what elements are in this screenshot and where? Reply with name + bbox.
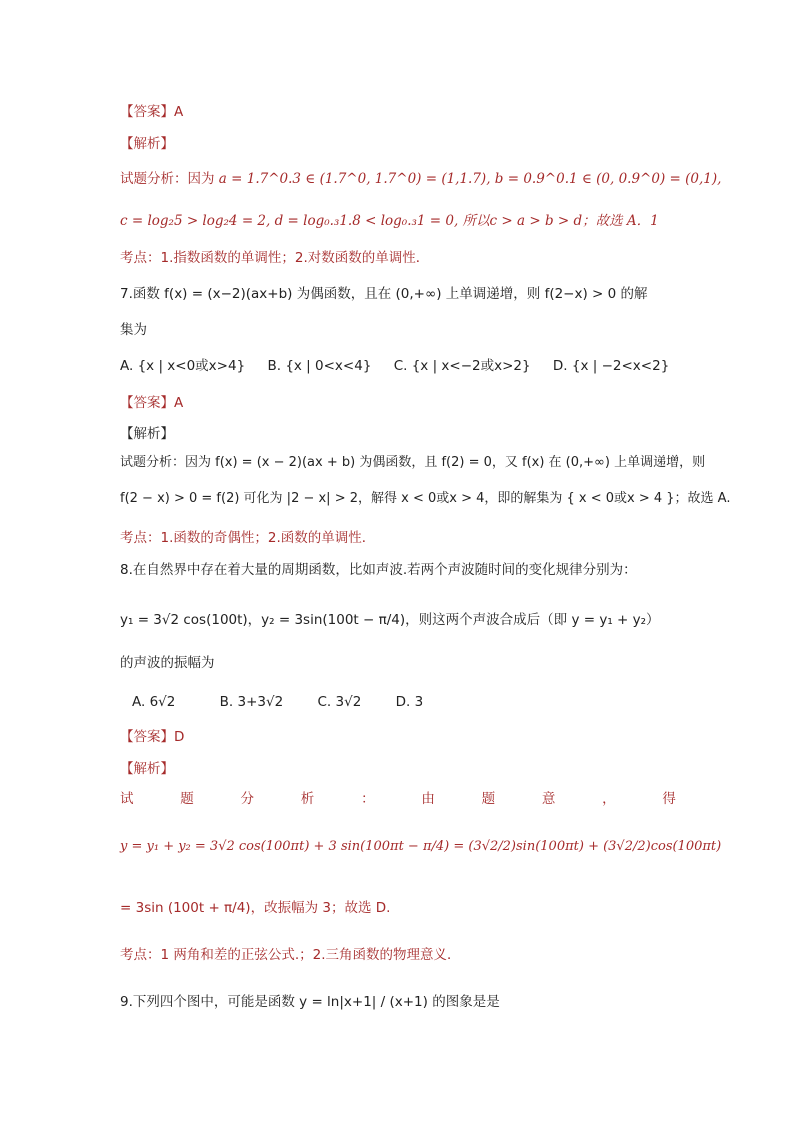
spread-char: 题: [481, 791, 496, 807]
q7-analysis-line1: 试题分析：因为 f(x) = (x − 2)(ax + b) 为偶函数，且 f(2) = 0，又 f(x) 在 (0,+∞) 上单调递增，则: [120, 455, 706, 470]
q8-stem-line1: 8.在自然界中存在着大量的周期函数，比如声波.若两个声波随时间的变化规律分别为：: [120, 562, 637, 578]
option-c: C. 3√2: [317, 694, 362, 710]
spread-char: ：: [361, 791, 375, 807]
q8-answer: [120, 727, 184, 747]
q8-kaodian: 考点：1 两角和差的正弦公式.；2.三角函数的物理意义．: [120, 947, 461, 963]
analysis-math: c = log₂5 > log₂4 = 2, d = log₀.₃1.8 < log₀.₃1 = 0, 所以c > a > b > d；故选 A．1: [120, 213, 659, 229]
q8-analysis-spread: [120, 789, 676, 809]
option-c: C. {x | x<−2或x>2}: [393, 358, 531, 374]
answer-value: D: [174, 729, 185, 745]
spread-char: 意: [541, 791, 556, 807]
option-b: B. {x | 0<x<4}: [267, 358, 372, 374]
q8-analysis-eq1: y = y₁ + y₂ = 3√2 cos(100πt) + 3 sin(100πt − π/4) = (3√2/2)sin(100πt) + (3√2/2)cos(100πt): [120, 839, 722, 854]
q6-kaodian: 考点：1.指数函数的单调性；2.对数函数的单调性．: [120, 250, 430, 266]
q6-analysis-tag: 【解析】: [120, 136, 174, 152]
answer-value: A: [174, 395, 184, 411]
answer-tag: 【答案】: [120, 729, 174, 745]
spread-char: 分: [240, 791, 255, 807]
analysis-math: a = 1.7^0.3 ∈ (1.7^0, 1.7^0) = (1,1.7), b = 0.9^0.1 ∈ (0, 0.9^0) = (0,1),: [218, 171, 722, 187]
spread-char: ，: [602, 791, 616, 807]
option-d: D. 3: [395, 694, 424, 710]
q7-analysis-line2: f(2 − x) > 0 = f(2) 可化为 |2 − x| > 2，解得 x < 0或x > 4，即的解集为 { x < 0或x > 4 }；故选 A.: [120, 491, 731, 506]
q8-analysis-eq2: = 3sin (100t + π/4)，改振幅为 3；故选 D.: [120, 900, 391, 916]
answer-tag: 【答案】: [120, 104, 174, 120]
q8-options: [132, 692, 441, 712]
q6-analysis-line1: [120, 169, 721, 189]
q6-answer: [120, 102, 183, 122]
option-a: A. 6√2: [132, 694, 176, 710]
analysis-prefix: 试题分析：因为: [120, 171, 215, 187]
answer-value: A: [174, 104, 184, 120]
spread-char: 析: [300, 791, 315, 807]
q7-options: [120, 356, 687, 376]
option-d: D. {x | −2<x<2}: [552, 358, 670, 374]
q6-analysis-line2: [120, 211, 659, 231]
q7-kaodian: 考点：1.函数的奇偶性；2.函数的单调性．: [120, 530, 376, 546]
q7-analysis-tag: 【解析】: [120, 426, 174, 442]
option-a: A. {x | x<0或x>4}: [120, 358, 246, 374]
q7-stem-line1: 7.函数 f(x) = (x−2)(ax+b) 为偶函数，且在 (0,+∞) 上单调递增，则 f(2−x) > 0 的解: [120, 286, 648, 302]
q8-analysis-tag: 【解析】: [120, 761, 174, 777]
q8-stem-line2: y₁ = 3√2 cos(100t)，y₂ = 3sin(100t − π/4)，则这两个声波合成后（即 y = y₁ + y₂）: [120, 612, 660, 628]
q8-stem-line3: 的声波的振幅为: [120, 655, 215, 671]
spread-char: 由: [421, 791, 435, 807]
option-b: B. 3+3√2: [219, 694, 284, 710]
answer-tag: 【答案】: [120, 395, 174, 411]
spread-char: 得: [662, 791, 676, 807]
q7-stem-line2: 集为: [120, 322, 147, 338]
q7-answer: [120, 393, 183, 413]
spread-char: 题: [180, 791, 194, 807]
spread-char: 试: [120, 791, 134, 807]
q9-stem: 9.下列四个图中，可能是函数 y = ln|x+1| / (x+1) 的图象是是: [120, 994, 500, 1010]
